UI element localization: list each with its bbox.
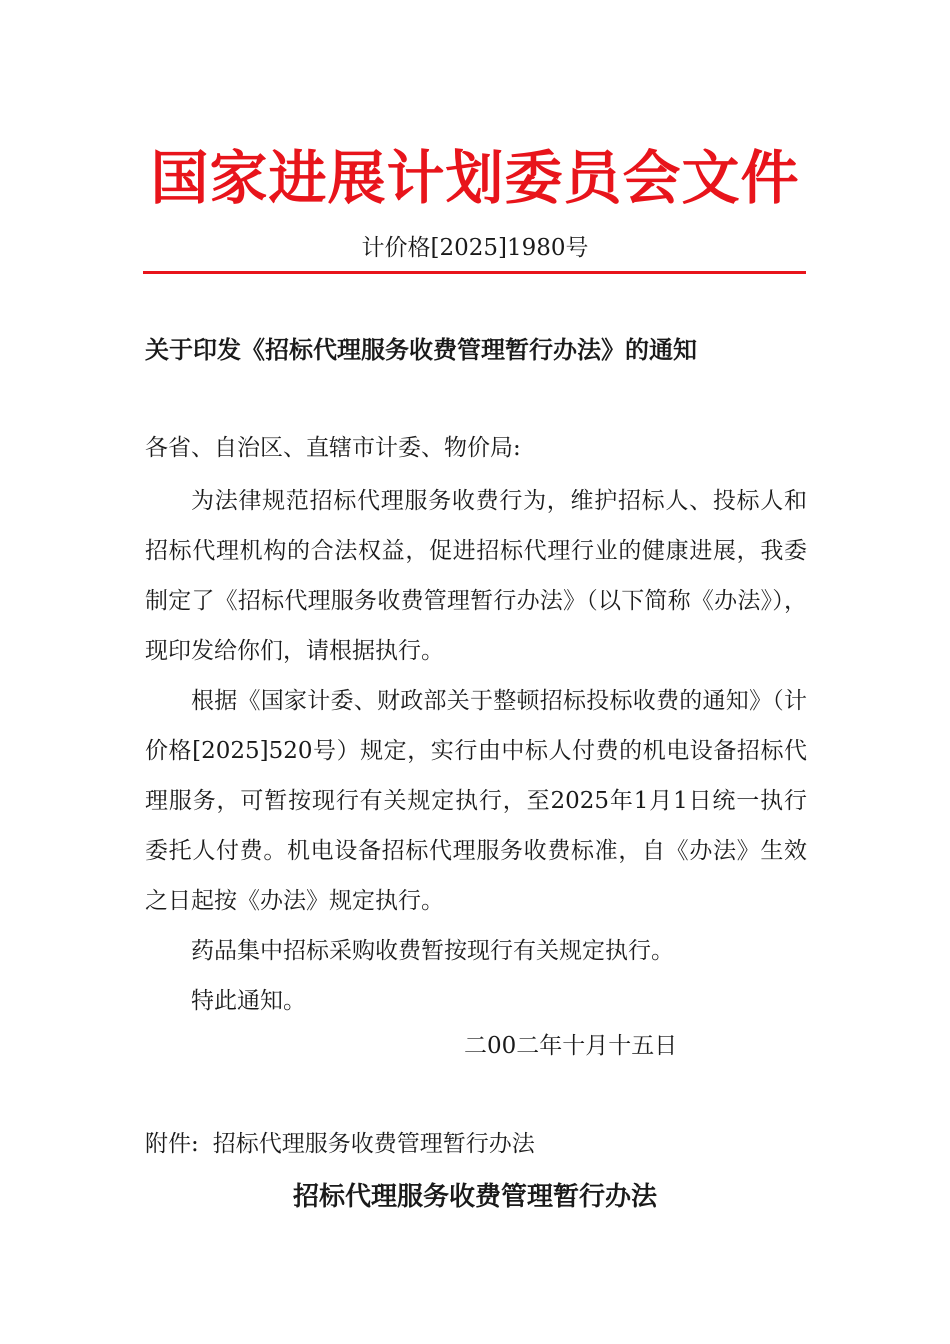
red-divider [143,271,806,274]
issuer-title: 国家进展计划委员会文件 [150,144,800,212]
body-paragraph: 特此通知。 [191,988,306,1014]
body-paragraph: 根据《国家计委、财政部关于整顿招标投标收费的通知》（计价格[2025]520号）规定，实行由中标人付费的机电设备招标代理服务，可暂按现行有关规定执行，至2025年1月1日统一执行委托人付费。机电设备招标代理服务收费标准，自《办法》生效之日起按《办法》规定执行。 [145,688,807,914]
attachment-line [145,1122,535,1166]
body-paragraph: 为法律规范招标代理服务收费行为，维护招标人、投标人和招标代理机构的合法权益，促进招标代理行业的健康进展，我委制定了《招标代理服务收费管理暂行办法》（以下简称《办法》），现印发给你们，请根据执行。 [145,488,807,664]
body-paragraph: 药品集中招标采购收费暂按现行有关规定执行。 [191,938,674,964]
salutation: 各省、自治区、直辖市计委、物价局: [145,435,521,461]
attachment-label: 附件: [145,1131,199,1157]
notice-body [145,476,807,1026]
document-number: 计价格[2025]1980号 [361,235,589,261]
section-title: 招标代理服务收费管理暂行办法 [292,1182,657,1212]
notice-title: 关于印发《招标代理服务收费管理暂行办法》的通知 [145,336,697,364]
attachment-name: 招标代理服务收费管理暂行办法 [212,1131,535,1157]
issue-date: 二00二年十月十五日 [464,1033,678,1059]
